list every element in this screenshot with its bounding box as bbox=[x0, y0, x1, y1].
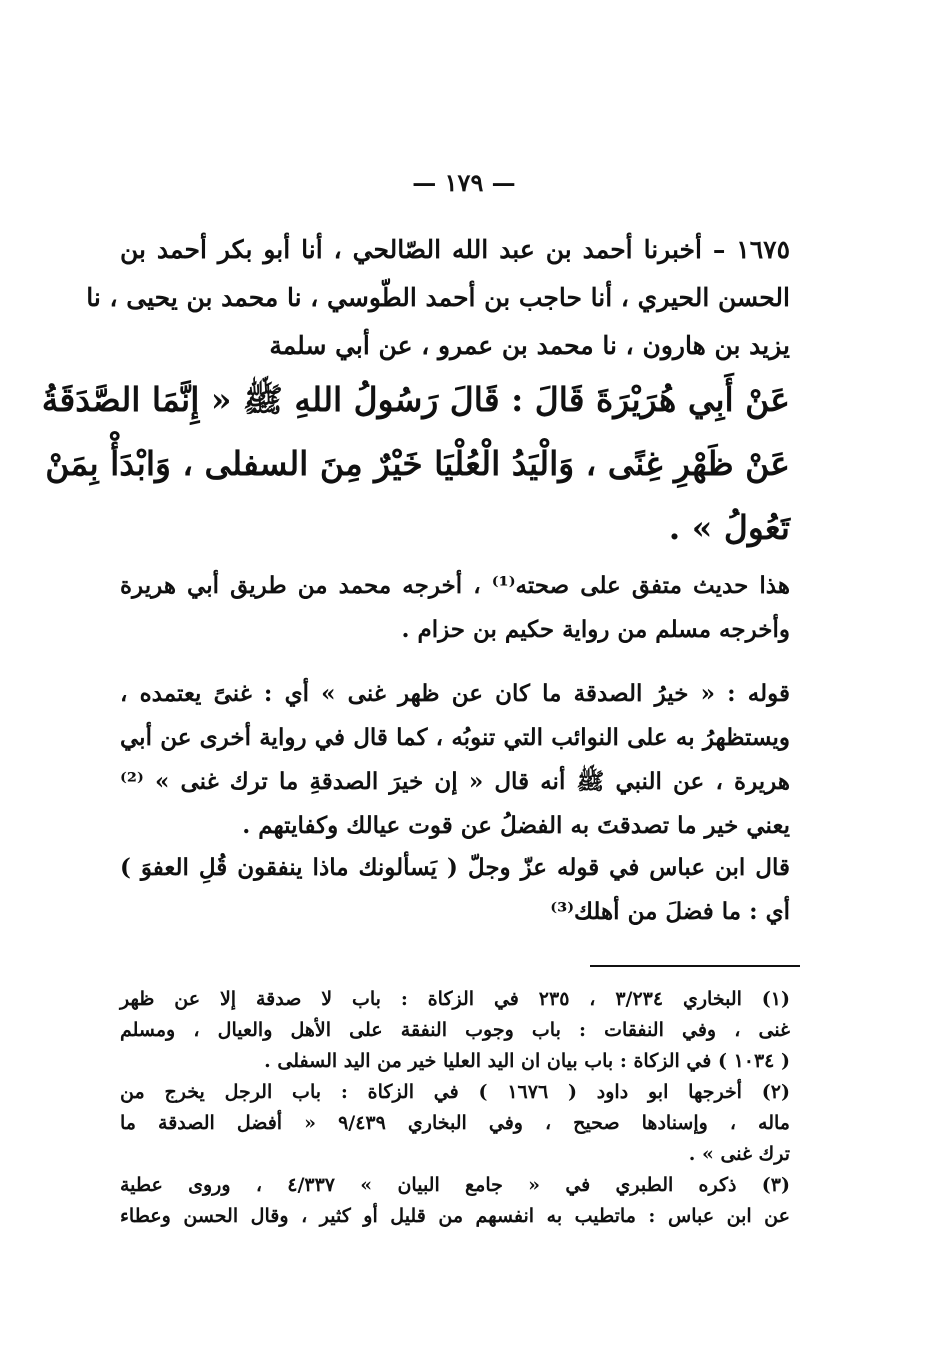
footnote-line: عن ابن عباس : ماتطيب به انفسهم من قليل أو كثير ، وقال الحسن وعطاء bbox=[120, 1205, 790, 1227]
commentary-line: ويستظهرُ به على النوائب التي تنوبُه ، كما قال في رواية أخرى عن أبي bbox=[120, 724, 790, 751]
commentary-line: قال ابن عباس في قوله عزّ وجلّ ( يَسألونك ماذا ينفقون قُلِ العفوَ ) bbox=[120, 854, 790, 881]
hadith-isnad bbox=[86, 226, 790, 370]
explanation-paragraph bbox=[120, 672, 790, 848]
footnotes bbox=[120, 984, 790, 1232]
footnote-line: (٣) ذكره الطبري في « جامع البيان » ٤/٣٣٧ ، وروى عطية bbox=[120, 1174, 790, 1196]
footnote-divider bbox=[590, 965, 800, 967]
commentary-line: قوله : « خيرُ الصدقة ما كان عن ظهر غنى » أي : غنىً يعتمده ، bbox=[120, 680, 790, 707]
page-number: — ١٧٩ — bbox=[412, 168, 516, 197]
footnote-line: ماله ، وإسنادها صحيح ، وفي البخاري ٩/٤٣٩ « أفضل الصدقة ما bbox=[120, 1112, 790, 1134]
hadith-line: عَنْ أَبِي هُرَيْرَةَ قَالَ : قَالَ رَسُولُ اللهِ ﷺ « إِنَّمَا الصَّدَقَةُ bbox=[41, 380, 790, 419]
takhrij-paragraph bbox=[120, 564, 790, 652]
footnote-line: غنى ، وفي النفقات : باب وجوب النفقة على الأهل والعيال ، ومسلم bbox=[120, 1019, 790, 1041]
commentary-line: هذا حديث متفق على صحته⁽¹⁾ ، أخرجه محمد من طريق أبي هريرة bbox=[120, 572, 790, 599]
ibn-abbas-paragraph bbox=[120, 846, 790, 934]
commentary-line: وأخرجه مسلم من رواية حكيم بن حزام . bbox=[401, 616, 790, 643]
hadith-matn bbox=[41, 368, 790, 560]
footnote-line: ( ١٠٣٤ ) في الزكاة : باب بيان ان اليد العليا خير من اليد السفلى . bbox=[264, 1050, 790, 1072]
hadith-line: تَعُولُ » . bbox=[668, 508, 790, 547]
hadith-line: عَنْ ظَهْرِ غِنًى ، وَالْيَدُ الْعُلْيَا خَيْرٌ مِنَ السفلى ، وَابْدَأْ بِمَنْ bbox=[45, 444, 790, 483]
commentary-line: يعني خير ما تصدقتَ به الفضلُ عن قوت عيالك وكفايتهم . bbox=[242, 812, 790, 839]
footnote-line: (٢) أخرجها ابو داود ( ١٦٧٦ ) في الزكاة : باب الرجل يخرج من bbox=[120, 1081, 790, 1103]
isnad-line: الحسن الحيري ، أنا حاجب بن أحمد الطّوسي ، نا محمد بن يحيى ، نا bbox=[86, 283, 790, 312]
isnad-line: ١٦٧٥ – أخبرنا أحمد بن عبد الله الصّالحي ، أنا أبو بكر أحمد بن bbox=[120, 235, 790, 264]
isnad-line: يزيد بن هارون ، نا محمد بن عمرو ، عن أبي سلمة bbox=[269, 331, 790, 360]
footnote-line: ترك غنى » . bbox=[688, 1143, 790, 1165]
commentary-line: هريرة ، عن النبي ﷺ أنه قال « إن خيرَ الصدقةِ ما ترك غنى » ⁽²⁾ bbox=[120, 768, 790, 795]
commentary-line: أي : ما فضلَ من أهلك⁽³⁾ bbox=[550, 898, 790, 925]
footnote-line: (١) البخاري ٣/٢٣٤ ، ٢٣٥ في الزكاة : باب لا صدقة إلا عن ظهر bbox=[120, 988, 790, 1010]
